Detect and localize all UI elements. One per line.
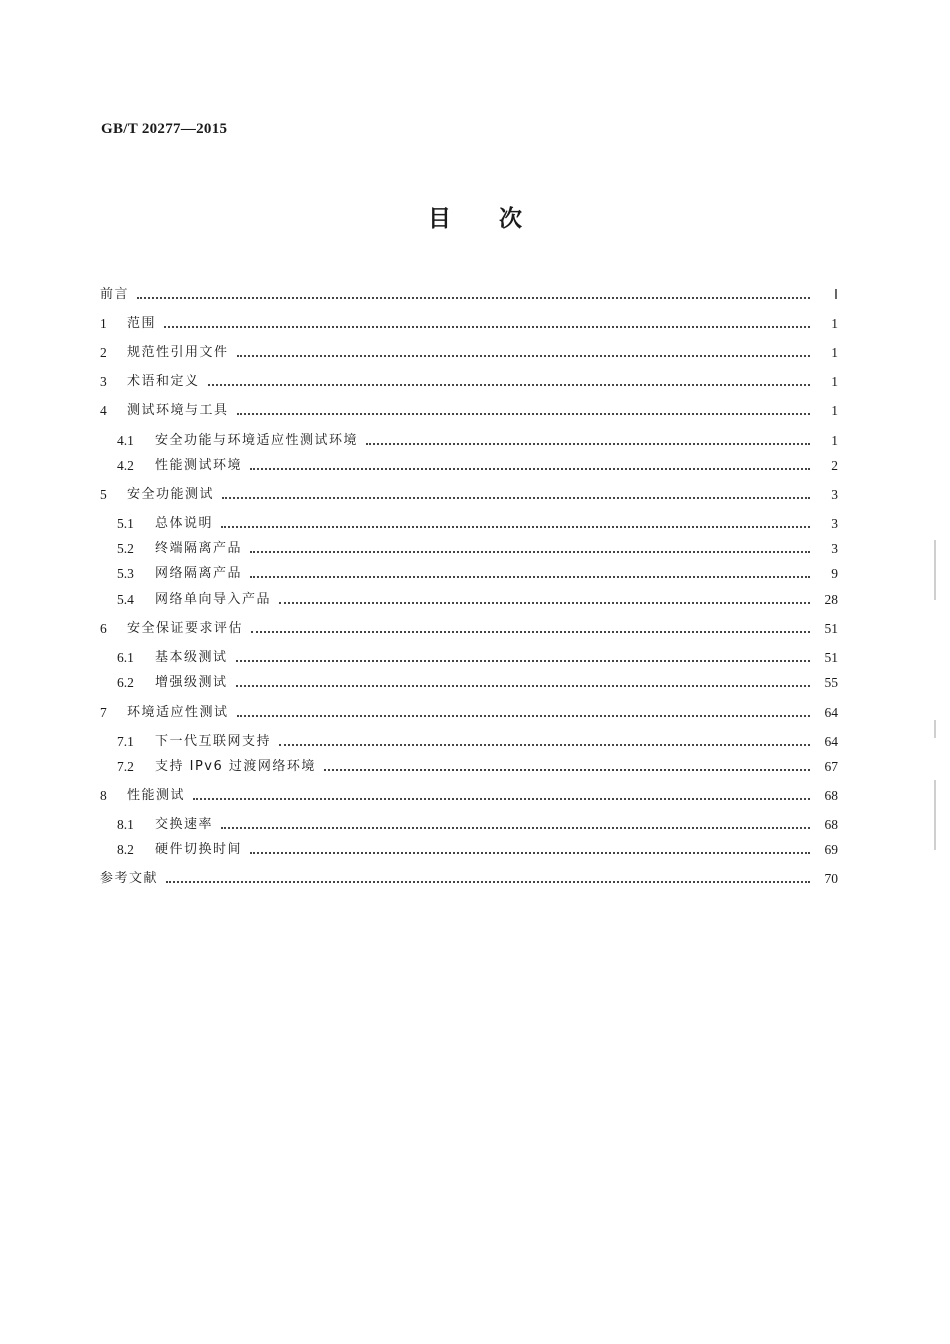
- toc-entry-number: 4: [100, 403, 107, 418]
- toc-dot-leader: [237, 354, 810, 357]
- toc-dot-leader: [164, 325, 810, 328]
- toc-entry-label: 术语和定义: [127, 374, 200, 389]
- toc-entry: [100, 700, 838, 722]
- toc-entry-label: 前言: [100, 287, 130, 302]
- toc-entry-page: 1: [831, 374, 838, 389]
- toc-dot-leader: [324, 768, 810, 771]
- toc-entry-page: 2: [831, 458, 838, 473]
- toc-entry-page: 28: [824, 592, 838, 607]
- toc-dot-leader: [250, 851, 810, 854]
- standard-code: GB/T 20277—2015: [101, 121, 228, 137]
- toc-entry-label: 增强级测试: [155, 675, 228, 690]
- toc-entry-number: 5.1: [117, 516, 134, 531]
- toc-entry: [100, 783, 838, 805]
- toc-title-left: 目: [428, 206, 451, 232]
- toc-dot-leader: [279, 743, 810, 746]
- toc-entry: [100, 645, 838, 667]
- toc-entry-label: 交换速率: [155, 817, 214, 832]
- toc-dot-leader: [250, 575, 810, 578]
- toc-entry: [100, 340, 838, 362]
- toc-entry: [100, 282, 838, 304]
- toc-entry-page: 3: [831, 516, 838, 531]
- toc-entry-number: 6: [100, 621, 107, 636]
- toc-entry-page: 69: [824, 842, 838, 857]
- toc-entry-label: 网络单向导入产品: [155, 592, 272, 607]
- toc-entry: [100, 561, 838, 583]
- toc-entry-label: 总体说明: [155, 516, 214, 531]
- toc-entry: [100, 754, 838, 776]
- toc-dot-leader: [366, 442, 810, 445]
- toc-entry: [100, 369, 838, 391]
- toc-entry-label: 基本级测试: [155, 650, 228, 665]
- toc-dot-leader: [221, 826, 810, 829]
- toc-dot-leader: [208, 383, 810, 386]
- toc-entry-label: 安全保证要求评估: [127, 621, 244, 636]
- toc-entry-number: 7.2: [117, 759, 134, 774]
- toc-entry-page: 64: [824, 734, 838, 749]
- toc-entry-label: 网络隔离产品: [155, 566, 243, 581]
- toc-entry-page: 68: [824, 788, 838, 803]
- toc-entry-label: 性能测试: [127, 788, 186, 803]
- toc-entry-number: 1: [100, 316, 107, 331]
- toc-dot-leader: [237, 412, 810, 415]
- toc-entry-page: 3: [831, 541, 838, 556]
- toc-dot-leader: [222, 496, 810, 499]
- toc-entry: [100, 453, 838, 475]
- toc-entry: [100, 670, 838, 692]
- toc-entry-page: 68: [824, 817, 838, 832]
- toc-entry-page: 55: [824, 675, 838, 690]
- toc-entry-page: 1: [831, 316, 838, 331]
- toc-dot-leader: [236, 684, 810, 687]
- toc-entry: [100, 428, 838, 450]
- toc-entry-number: 8.1: [117, 817, 134, 832]
- toc-entry-label: 终端隔离产品: [155, 541, 243, 556]
- toc-entry-label: 下一代互联网支持: [155, 734, 272, 749]
- toc-entry: [100, 866, 838, 888]
- toc-dot-leader: [221, 525, 810, 528]
- toc-entry-number: 5.2: [117, 541, 134, 556]
- toc-entry-label: 范围: [127, 316, 157, 331]
- toc-entry-page: 3: [831, 487, 838, 502]
- toc-entry: [100, 536, 838, 558]
- toc-entry-page: 51: [824, 621, 838, 636]
- toc-entry-label: 硬件切换时间: [155, 842, 243, 857]
- toc-entry-number: 2: [100, 345, 107, 360]
- toc-entry: [100, 837, 838, 859]
- toc-entry: [100, 812, 838, 834]
- toc-entry-page: Ⅰ: [834, 287, 838, 302]
- toc-dot-leader: [193, 797, 810, 800]
- scan-edge-mark: [934, 720, 936, 738]
- toc-entry: [100, 311, 838, 333]
- toc-entry: [100, 729, 838, 751]
- toc-entry-number: 3: [100, 374, 107, 389]
- toc-entry: [100, 616, 838, 638]
- toc-entry-number: 4.2: [117, 458, 134, 473]
- toc-entry-number: 8: [100, 788, 107, 803]
- toc-entry-number: 6.1: [117, 650, 134, 665]
- toc-entry: [100, 511, 838, 533]
- toc-entry-page: 51: [824, 650, 838, 665]
- toc-entry-page: 67: [824, 759, 838, 774]
- toc-entry-page: 1: [831, 433, 838, 448]
- toc-entry-number: 6.2: [117, 675, 134, 690]
- toc-dot-leader: [137, 296, 810, 299]
- toc-entry-label: 支持 IPv6 过渡网络环境: [155, 759, 316, 774]
- toc-dot-leader: [237, 714, 810, 717]
- toc-entry-label: 环境适应性测试: [127, 705, 229, 720]
- toc-entry-number: 7.1: [117, 734, 134, 749]
- toc-dot-leader: [251, 630, 810, 633]
- toc-entry-label: 安全功能测试: [127, 487, 215, 502]
- toc-dot-leader: [236, 659, 810, 662]
- toc-entry-number: 5.3: [117, 566, 134, 581]
- toc-entry-label: 测试环境与工具: [127, 403, 229, 418]
- toc-entry-number: 8.2: [117, 842, 134, 857]
- toc-dot-leader: [279, 601, 810, 604]
- toc-entry-label: 规范性引用文件: [127, 345, 229, 360]
- toc-title: [0, 200, 950, 233]
- scan-edge-mark: [934, 780, 936, 850]
- scan-edge-mark: [934, 540, 936, 600]
- toc-entry-number: 5: [100, 487, 107, 502]
- toc-title-right: 次: [499, 206, 522, 232]
- toc-dot-leader: [250, 550, 810, 553]
- toc-entry-label: 参考文献: [100, 871, 159, 886]
- toc-entry: [100, 482, 838, 504]
- toc-entry-number: 5.4: [117, 592, 134, 607]
- toc-entry: [100, 398, 838, 420]
- toc-entry-page: 9: [831, 566, 838, 581]
- toc-entry-page: 70: [824, 871, 838, 886]
- toc-entry-label: 性能测试环境: [155, 458, 243, 473]
- toc-entry-page: 1: [831, 345, 838, 360]
- toc-entry-page: 1: [831, 403, 838, 418]
- toc-entry-number: 7: [100, 705, 107, 720]
- toc-dot-leader: [250, 467, 810, 470]
- toc-entry-label: 安全功能与环境适应性测试环境: [155, 433, 359, 448]
- toc-entry-page: 64: [824, 705, 838, 720]
- toc-entry: [100, 587, 838, 609]
- toc-dot-leader: [166, 880, 810, 883]
- toc-entry-number: 4.1: [117, 433, 134, 448]
